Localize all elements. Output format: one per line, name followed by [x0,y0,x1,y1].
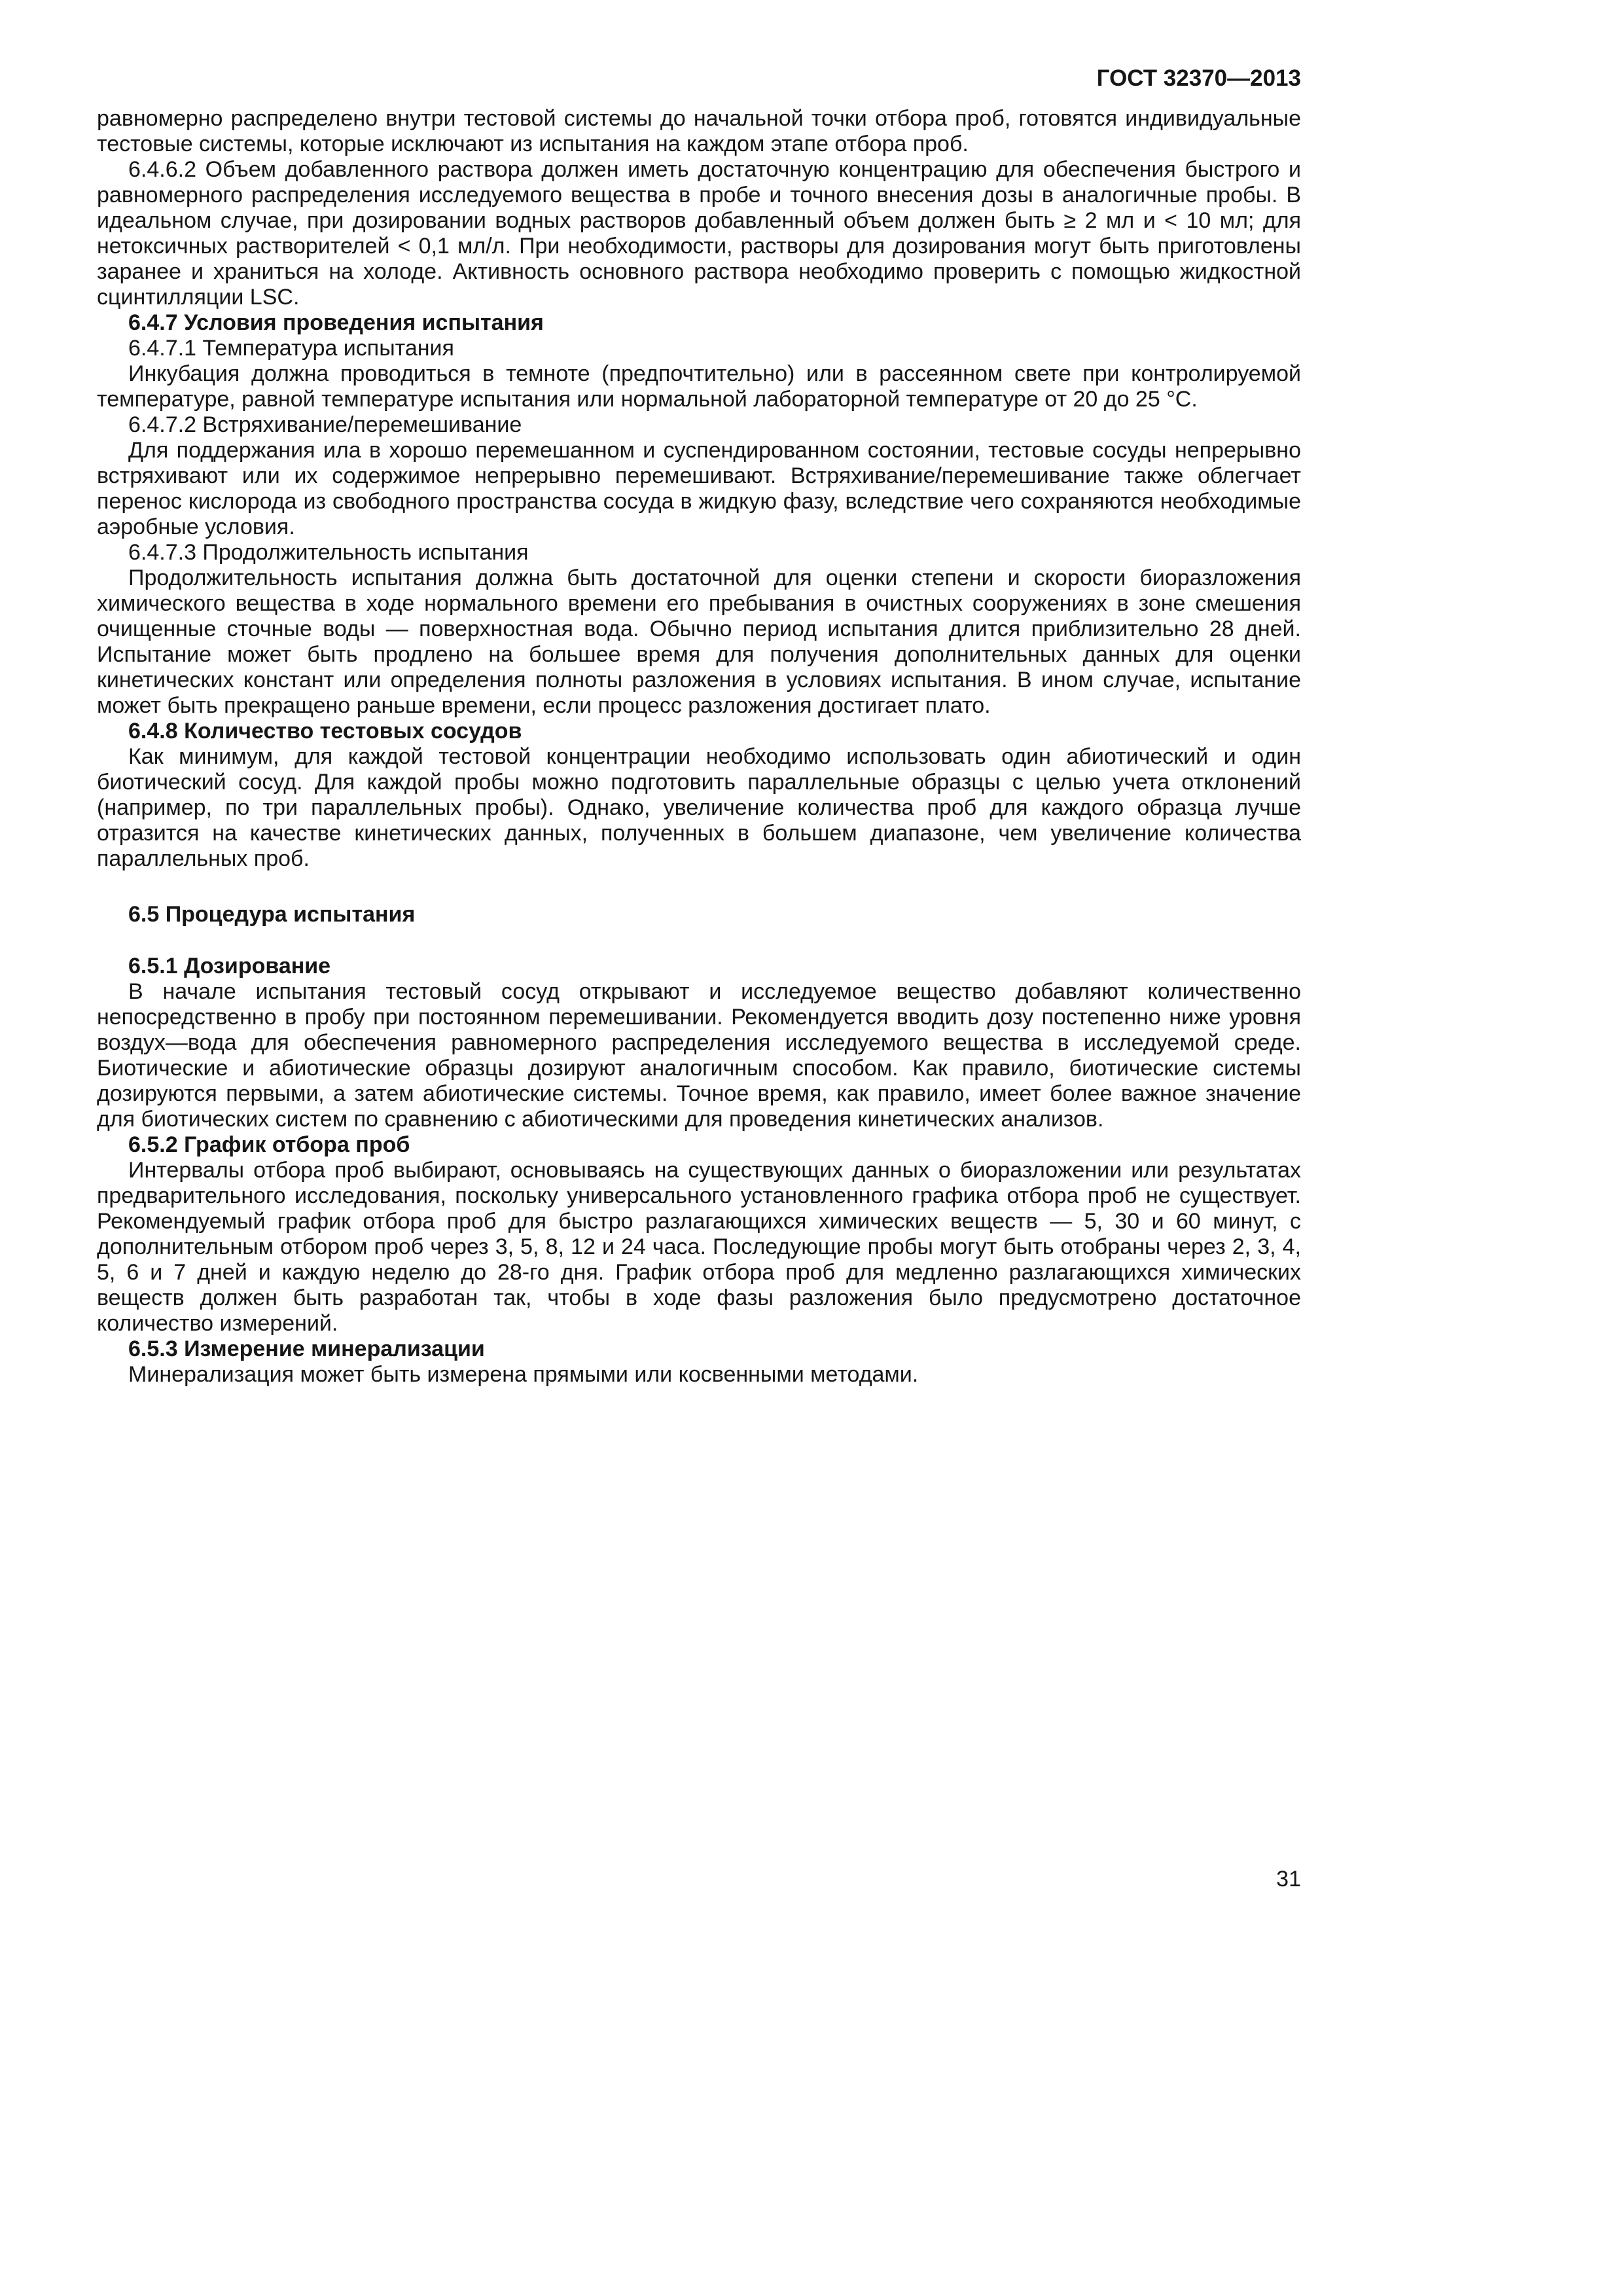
paragraph-vessels: Как минимум, для каждой тестовой концентрации необходимо использовать один абиотический и один биотический сосуд. Для каждой пробы можно подготовить параллельные образцы с целью учета отклонений (например, по три параллельных пробы). Однако, увеличение количества проб для каждого образца лучше отразится на качестве кинетических данных, полученных в большем диапазоне, чем увеличение количества параллельных проб. [97,744,1301,871]
paragraph-sampling-schedule: Интервалы отбора проб выбирают, основываясь на существующих данных о биоразложении или результатах предварительного исследования, поскольку универсального установленного графика отбора проб не существует. Рекомендуемый график отбора проб для быстро разлагающихся химических веществ — 5, 30 и 60 минут, с дополнительным отбором проб через 3, 5, 8, 12 и 24 часа. Последующие пробы могут быть отобраны через 2, 3, 4, 5, 6 и 7 дней и каждую неделю до 28-го дня. График отбора проб для медленно разлагающихся химических веществ должен быть разработан так, чтобы в ходе фазы разложения было предусмотрено достаточное количество измерений. [97,1158,1301,1336]
subheading-6-4-7-1: 6.4.7.1 Температура испытания [128,336,454,361]
paragraph-shaking: Для поддержания ила в хорошо перемешанном и суспендированном состоянии, тестовые сосуды непрерывно встряхивают или их содержимое непрерывно перемешивают. Встряхивание/перемешивание также облегчает перенос кислорода из свободного пространства сосуда в жидкую фазу, вследствие чего сохраняются необходимые аэробные условия. [97,438,1301,539]
heading-6-4-7: 6.4.7 Условия проведения испытания [128,310,544,335]
page-footer [97,1867,1301,1892]
paragraph-temperature: Инкубация должна проводиться в темноте (предпочтительно) или в рассеянном свете при контролируемой температуре, равной температуре испытания или нормальной лабораторной температуре от 20 до 25 °С. [97,361,1301,412]
standard-number: ГОСТ 32370—2013 [1096,65,1301,91]
heading-6-5-3: 6.5.3 Измерение минерализации [128,1336,485,1361]
subheading-6-4-7-2: 6.4.7.2 Встряхивание/перемешивание [128,412,522,437]
heading-6-5-2: 6.5.2 График отбора проб [128,1132,410,1157]
running-header [97,65,1301,92]
heading-6-5: 6.5 Процедура испытания [128,902,416,927]
paragraph-mineralization: Минерализация может быть измерена прямыми или косвенными методами. [128,1362,919,1387]
page-number: 31 [1276,1867,1301,1892]
paragraph-continued: равномерно распределено внутри тестовой системы до начальной точки отбора проб, готовятся индивидуальные тестовые системы, которые исключают из испытания на каждом этапе отбора проб. [97,106,1301,156]
subheading-6-4-7-3: 6.4.7.3 Продолжительность испытания [128,540,529,565]
paragraph-duration: Продолжительность испытания должна быть достаточной для оценки степени и скорости биоразложения химического вещества в ходе нормального времени его пребывания в очистных сооружениях в зоне смешения очищенные сточные воды — поверхностная вода. Обычно период испытания длится приблизительно 28 дней. Испытание может быть продлено на большее время для получения дополнительных данных для оценки кинетических констант или определения полноты разложения в условиях испытания. В ином случае, испытание может быть прекращено раньше времени, если процесс разложения достигает плато. [97,565,1301,718]
heading-6-4-8: 6.4.8 Количество тестовых сосудов [128,719,522,744]
paragraph-6-4-6-2: 6.4.6.2 Объем добавленного раствора должен иметь достаточную концентрацию для обеспечения быстрого и равномерного распределения исследуемого вещества в пробе и точного внесения дозы в аналогичные пробы. В идеальном случае, при дозировании водных растворов добавленный объем должен быть ≥ 2 мл и < 10 мл; для нетоксичных растворителей < 0,1 мл/л. При необходимости, растворы для дозирования могут быть приготовлены заранее и храниться на холоде. Активность основного раствора необходимо проверить с помощью жидкостной сцинтилляции LSC. [97,157,1301,310]
heading-6-5-1: 6.5.1 Дозирование [128,954,331,978]
document-content [97,65,1301,1388]
paragraph-dosing: В начале испытания тестовый сосуд открывают и исследуемое вещество добавляют количественно непосредственно в пробу при постоянном перемешивании. Рекомендуется вводить дозу постепенно ниже уровня воздух—вода для обеспечения равномерного распределения исследуемого вещества в исследуемой среде. Биотические и абиотические образцы дозируют аналогичным способом. Как правило, биотические системы дозируются первыми, а затем абиотические системы. Точное время, как правило, имеет более важное значение для биотических систем по сравнению с абиотическими для проведения кинетических анализов. [97,979,1301,1132]
